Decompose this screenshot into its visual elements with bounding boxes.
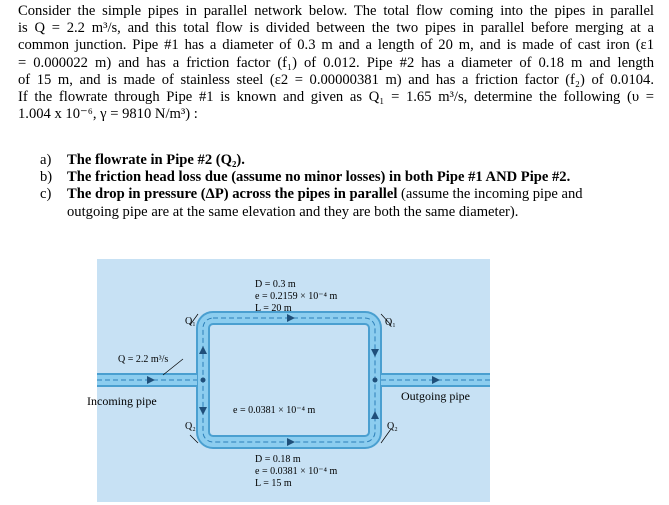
pipe-loop-inner [203, 318, 375, 442]
loop-centerline [203, 318, 375, 442]
question-letter: c) [40, 186, 52, 203]
question-item [40, 186, 650, 203]
pipe1-diameter: D = 0.3 m [255, 279, 296, 290]
outgoing-pipe-label: Outgoing pipe [401, 389, 470, 403]
junction-left [201, 378, 206, 383]
incoming-pipe-label: Incoming pipe [87, 394, 157, 408]
question-bold-text: The drop in pressure (ΔP) across the pipes in parallel [67, 186, 398, 203]
question-item [40, 169, 650, 186]
pipe1-length: L = 20 m [255, 303, 292, 314]
problem-line: of 15 m, and is made of stainless steel (ε2 = 0.00000381 m) and has a friction factor (f₂) of 0.0104. [18, 71, 654, 88]
pipe1-roughness: e = 0.2159 × 10⁻⁴ m [255, 291, 338, 302]
question-list [40, 152, 650, 221]
problem-line: Consider the simple pipes in parallel network below. The total flow coming into the pipes in parallel [18, 3, 654, 19]
junction-right [373, 378, 378, 383]
pipe-loop [203, 318, 375, 442]
problem-line: = 0.000022 m) and has a friction factor (f₁) of 0.012. Pipe #2 has a diameter of 0.18 m and length [18, 54, 654, 71]
question-letter: b) [40, 169, 53, 186]
q1-right-label: Q₁ [385, 317, 396, 328]
pipe2-diameter: D = 0.18 m [255, 454, 301, 465]
problem-statement [18, 3, 654, 123]
pipe2-roughness-mid: e = 0.0381 × 10⁻⁴ m [233, 405, 316, 416]
question-bold-text: The flowrate in Pipe #2 (Q₂). [67, 152, 245, 168]
problem-line: is Q = 2.2 m³/s, and this total flow is divided between the two pipes in parallel before merging at a [18, 20, 654, 37]
pipe2-roughness: e = 0.0381 × 10⁻⁴ m [255, 466, 338, 477]
q2-left-label: Q₂ [185, 421, 196, 432]
question-item [40, 152, 650, 169]
question-continuation: outgoing pipe are at the same elevation and they are both the same diameter). [67, 203, 519, 220]
centerlines [97, 318, 490, 442]
q2-right-label: Q₂ [387, 421, 398, 432]
problem-line: If the flowrate through Pipe #1 is known and given as Q₁ = 1.65 m³/s, determine the following (υ = [18, 89, 654, 106]
question-normal-text: (assume the incoming pipe and [397, 186, 583, 203]
total-flow-label: Q = 2.2 m³/s [118, 354, 169, 365]
problem-line: 1.004 x 10⁻⁶, γ = 9810 N/m³) : [18, 106, 198, 123]
pipe-network-figure [97, 259, 490, 502]
question-letter: a) [40, 152, 52, 168]
problem-line: common junction. Pipe #1 has a diameter of 0.3 m and a length of 20 m, and is made of cast iron (ε1 [18, 37, 654, 54]
pipe2-length: L = 15 m [255, 478, 292, 489]
question-bold-text: The friction head loss due (assume no minor losses) in both Pipe #1 AND Pipe #2. [67, 169, 571, 186]
q1-left-label: Q₁ [185, 316, 196, 327]
